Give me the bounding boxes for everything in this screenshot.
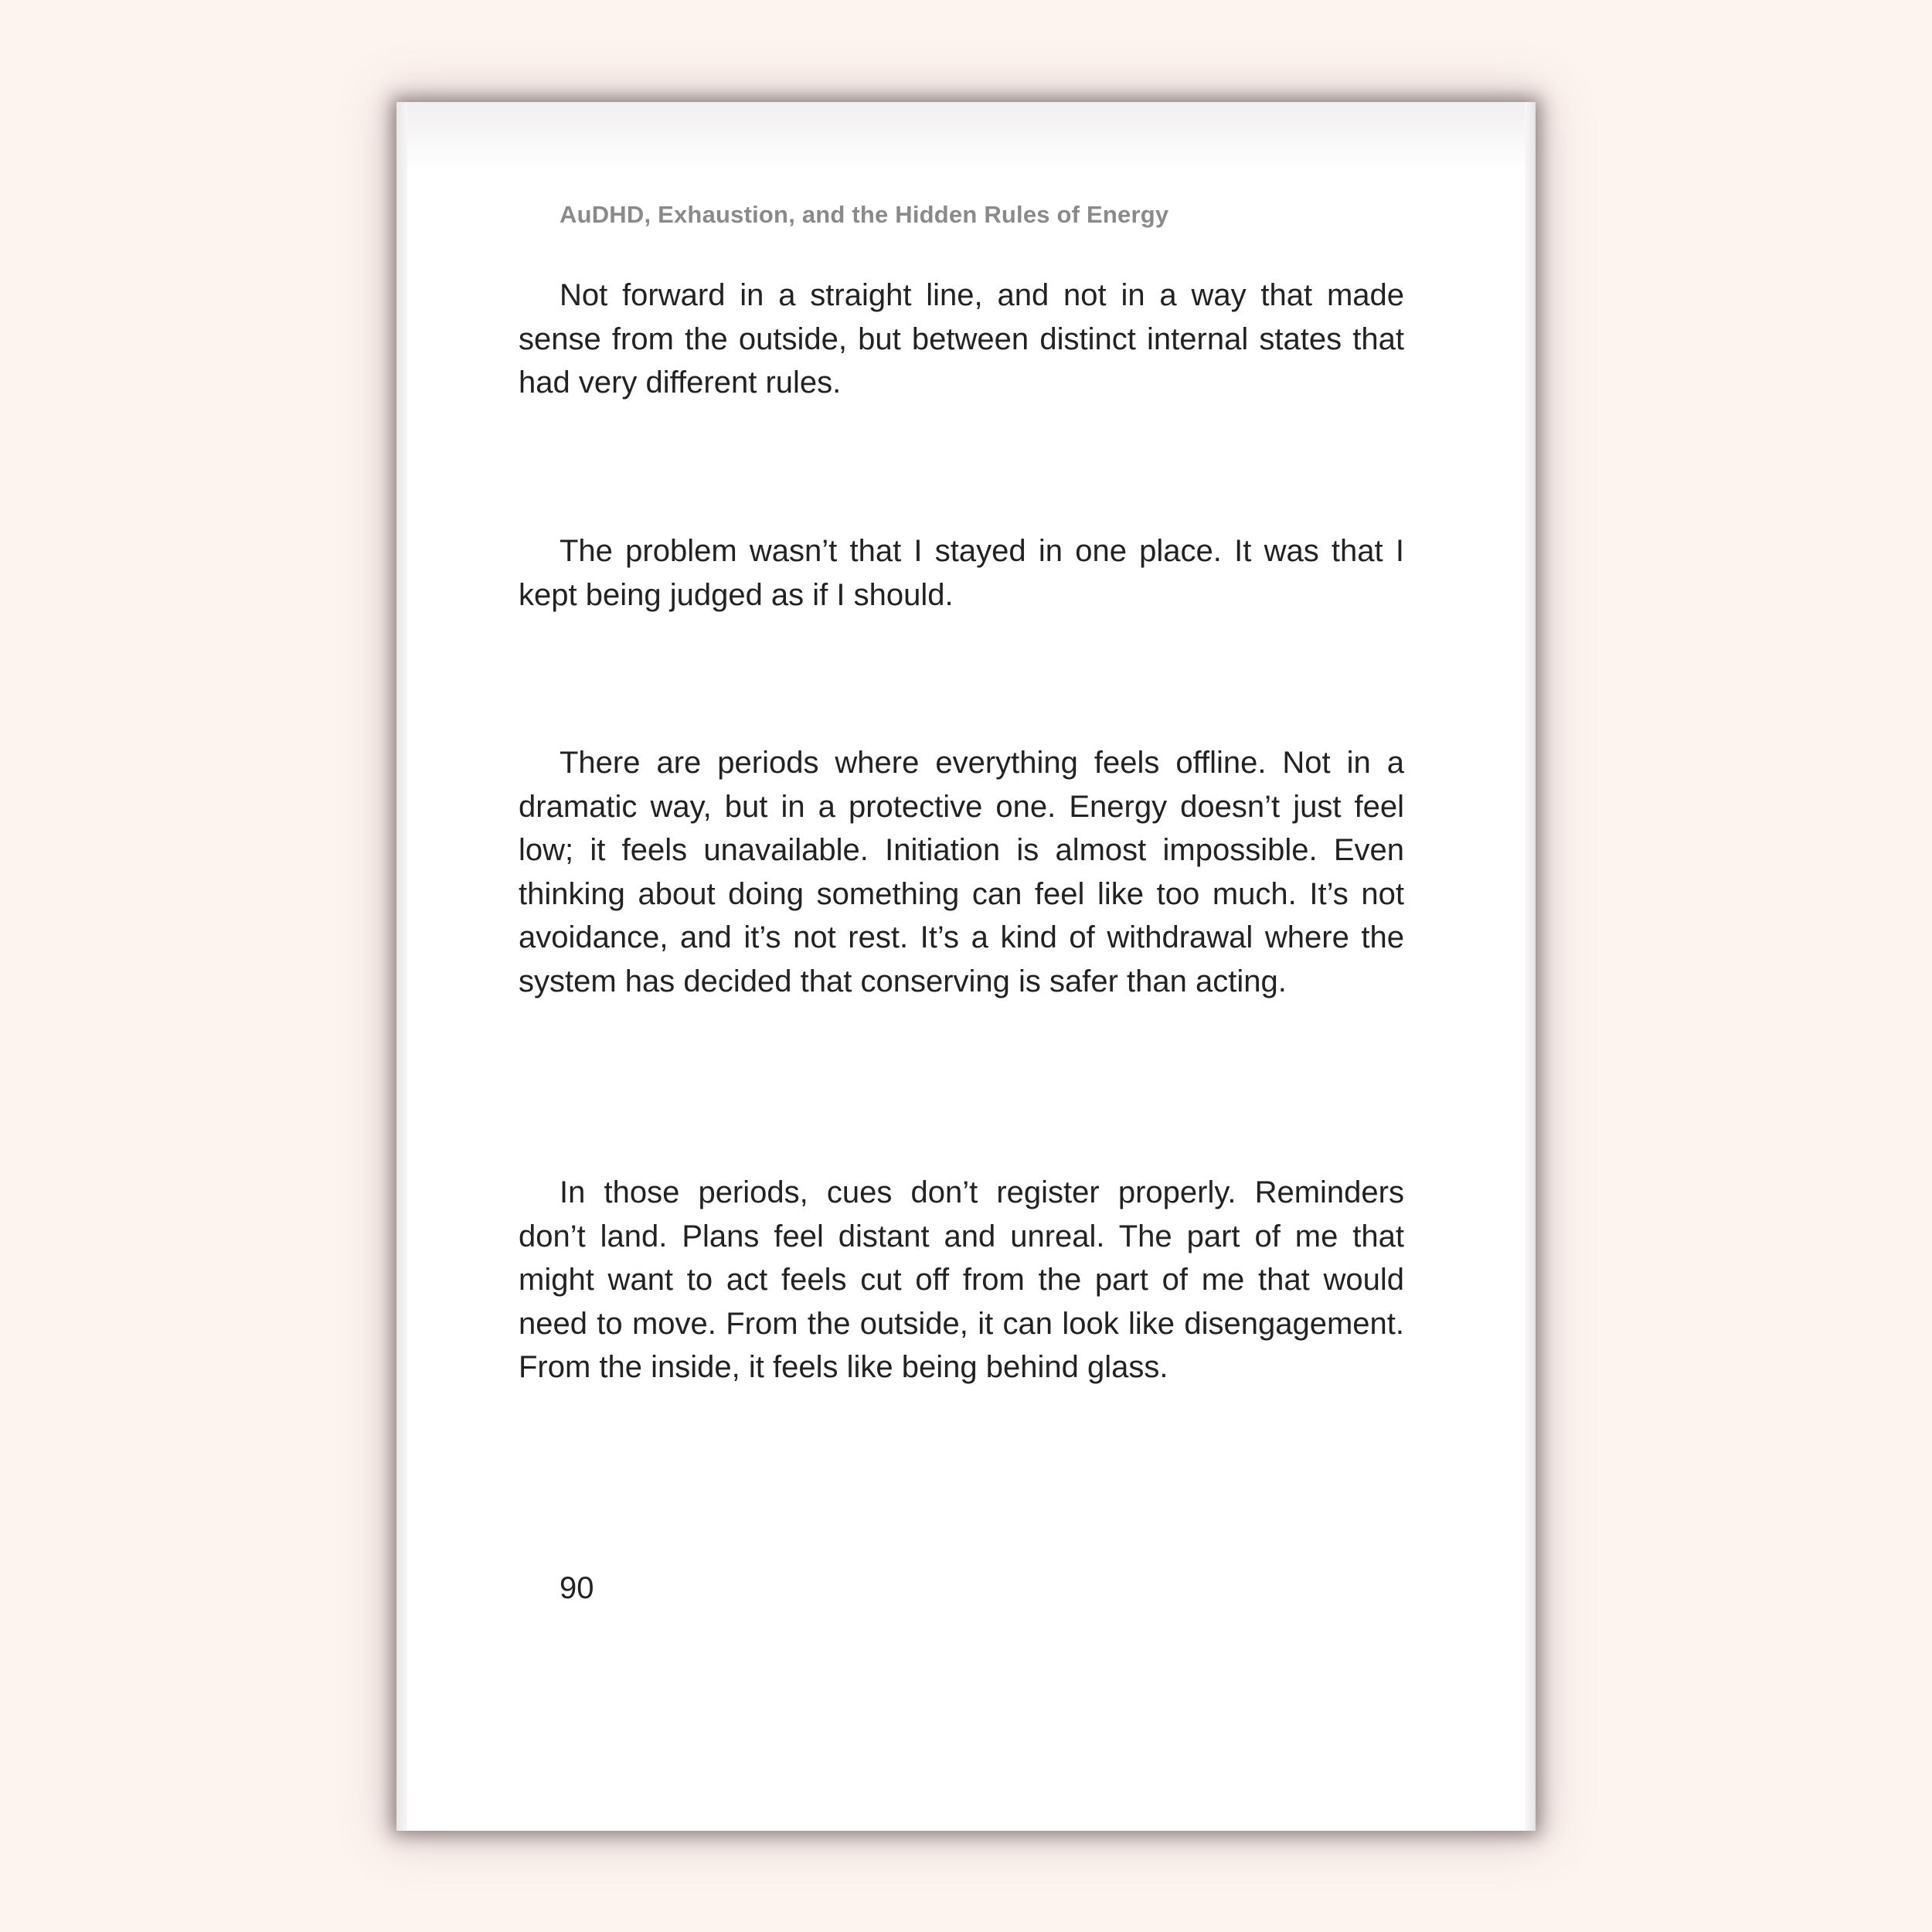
book-page [396, 102, 1536, 1831]
paragraph-4: In those periods, cues don’t register properly. Reminders don’t land. Plans feel distant and unreal. The part of me that might want to act feels cut off from the part of me that would need to move. From the outside, it can look like disengagement. From the inside, it feels like being behind glass. [519, 1175, 1404, 1384]
paragraph-2: The problem wasn’t that I stayed in one place. It was that I kept being judged as if I should. [519, 534, 1404, 612]
page-edge-left [396, 102, 407, 1831]
paragraph-1: Not forward in a straight line, and not in a way that made sense from the outside, but between distinct internal states that had very different rules. [519, 278, 1404, 400]
page-edge-right [1525, 102, 1536, 1831]
running-head: AuDHD, Exhaustion, and the Hidden Rules of Energy [560, 201, 1169, 228]
page-top-shade [407, 102, 1525, 172]
page-number: 90 [560, 1571, 594, 1605]
paragraph-3: There are periods where everything feels offline. Not in a dramatic way, but in a protective one. Energy doesn’t just feel low; it feels unavailable. Initiation is almost impossible. Even thinking about doing something can feel like too much. It’s not avoidance, and it’s not rest. It’s a kind of withdrawal where the system has decided that conserving is safer than acting. [519, 746, 1404, 998]
